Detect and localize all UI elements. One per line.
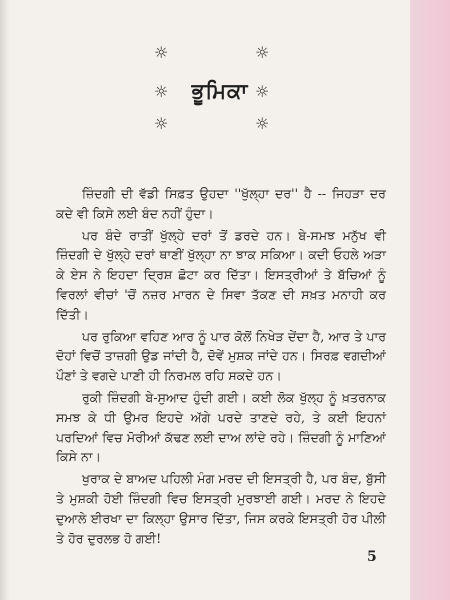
paragraph: ਰੁਕੀ ਜ਼ਿੰਦਗੀ ਬੇ-ਸੁਆਦ ਹੁੰਦੀ ਗਈ। ਕਈ ਲੋਕ ਖੁੱਲ੍ਹ ਨੂੰ ਖ਼ਤਰਨਾਕ ਸਮਝ ਕੇ ਧੀ ਉਮਰ ਇਹਦੇ ਅੱਗੇ ਪਰਦੇ ਤਾਣਦੇ ਰਹੇ, ਤੇ ਕਈ ਇਹਨਾਂ ਪਰਦਿਆਂ ਵਿਚ ਮੋਰੀਆਂ ਕੱਢਣ ਲਈ ਦਾਅ ਲਾਂਦੇ ਰਹੇ। ਜ਼ਿੰਦਗੀ ਨੂੰ ਮਾਣਿਆਂ ਕਿਸੇ ਨਾ।	[56, 389, 386, 465]
page-gutter-shadow	[0, 0, 10, 600]
paragraph: ਪਰ ਰੁਕਿਆ ਵਹਿਣ ਆਰ ਨੂੰ ਪਾਰ ਕੋਲੋਂ ਨਿਖੇੜ ਦੇਂਦਾ ਹੈ, ਆਰ ਤੇ ਪਾਰ ਦੋਹਾਂ ਵਿਚੋਂ ਤਾਜ਼ਗੀ ਉਡ ਜਾਂਦੀ ਹੈ, ਦੋਵੇਂ ਮੁਸ਼ਕ ਜਾਂਦੇ ਹਨ। ਸਿਰਫ਼ ਵਗਦੀਆਂ ਪੌਣਾਂ ਤੇ ਵਗਦੇ ਪਾਣੀ ਹੀ ਨਿਰਮਲ ਰਹਿ ਸਕਦੇ ਹਨ।	[56, 328, 386, 384]
paragraph: ਜ਼ਿੰਦਗੀ ਦੀ ਵੱਡੀ ਸਿਫ਼ਤ ਉਹਦਾ ''ਖੁੱਲ੍ਹਾ ਦਰ'' ਹੈ -- ਜਿਹੜਾ ਦਰ ਕਦੇ ਵੀ ਕਿਸੇ ਲਈ ਬੰਦ ਨਹੀਂ ਹੁੰਦਾ।	[56, 186, 386, 221]
body-text	[56, 184, 386, 550]
pink-background-edge	[410, 0, 450, 600]
paragraph: ਖੁਰਾਕ ਦੇ ਬਾਅਦ ਪਹਿਲੀ ਮੰਗ ਮਰਦ ਦੀ ਇਸਤ੍ਰੀ ਹੈ, ਪਰ ਬੰਦ, ਬੁੱਸੀ ਤੇ ਮੁਸ਼ਕੀ ਹੋਈ ਜ਼ਿੰਦਗੀ ਵਿਚ ਇਸਤ੍ਰੀ ਮੁਰਝਾਈ ਗਈ। ਮਰਦ ਨੇ ਇਹਦੇ ਦੁਆਲੇ ਈਰਖਾ ਦਾ ਕਿਲ੍ਹਾ ਉਸਾਰ ਦਿੱਤਾ, ਜਿਸ ਕਰਕੇ ਇਸਤ੍ਰੀ ਹੋਰ ਪੀਲੀ ਤੇ ਹੋਰ ਦੁਰਲਭ ਹੋ ਗਈ!	[56, 471, 386, 546]
page-number: 5	[367, 549, 377, 565]
sun-ornament-icon: ☼	[154, 43, 169, 62]
paragraph: ਪਰ ਬੰਦੇ ਰਾਤੀਂ ਖੁੱਲ੍ਹੇ ਦਰਾਂ ਤੋਂ ਡਰਦੇ ਹਨ। ਬੇ-ਸਮਝ ਮਨੁੱਖ ਵੀ ਜ਼ਿੰਦਗੀ ਦੇ ਖੁੱਲ੍ਹੇ ਦਰਾਂ ਥਾਣੀਂ ਖੁੱਲ੍ਹਾ ਨਾ ਝਾਕ ਸਕਿਆ। ਕਦੀ ਓਹਲੇ ਅੜਾ ਕੇ ਏਸ ਨੇ ਇਹਦਾ ਦ੍ਰਿਸ਼ ਛੋਟਾ ਕਰ ਦਿੱਤਾ। ਇਸਤ੍ਰੀਆਂ ਤੇ ਬੱਚਿਆਂ ਨੂੰ ਵਿਰਲਾਂ ਵੀਚਾਂ 'ਚੋਂ ਨਜ਼ਰ ਮਾਰਨ ਦੇ ਸਿਵਾ ਤੱਕਣ ਦੀ ਸਖ਼ਤ ਮਨਾਹੀ ਕਰ ਦਿੱਤੀ।	[56, 227, 386, 322]
sun-ornament-icon: ☼	[255, 43, 270, 62]
chapter-title: ਭੂਮਿਕਾ	[191, 79, 249, 103]
sun-ornament-icon: ☼	[255, 114, 270, 133]
sun-ornament-icon: ☼	[154, 82, 169, 101]
sun-ornament-icon: ☼	[255, 82, 270, 101]
sun-ornament-icon: ☼	[154, 114, 169, 133]
